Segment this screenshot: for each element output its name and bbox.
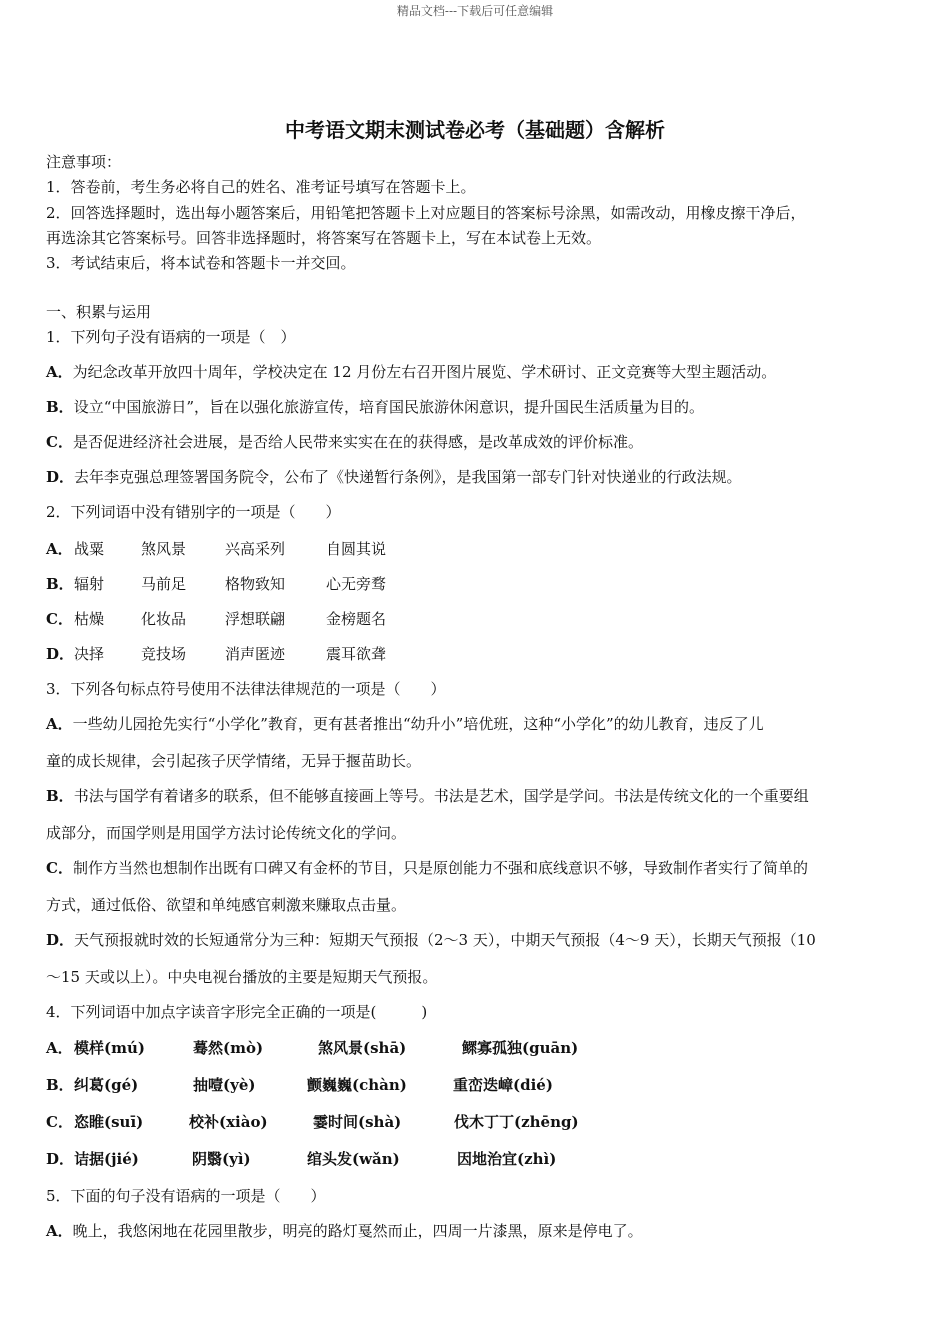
q2-word: 决择 — [74, 645, 105, 663]
q2-word: 金榜题名 — [326, 610, 387, 628]
notice-item: 再选涂其它答案标号。回答非选择题时，将答案写在答题卡上，写在本试卷上无效。 — [46, 229, 602, 247]
q2-word: 竞技场 — [141, 645, 187, 663]
q4-word: 绾头发(wǎn) — [307, 1150, 400, 1168]
q2-word: 化妆品 — [141, 610, 187, 628]
option-key: D． — [46, 931, 75, 949]
q4-word: 抽噎(yè) — [193, 1076, 256, 1094]
q2-word: 消声匿迹 — [225, 645, 286, 663]
q4-word: 模样(mú) — [74, 1039, 145, 1057]
q3-option-a-cont: 童的成长规律，会引起孩子厌学情绪，无异于揠苗助长。 — [46, 752, 422, 770]
q4-word: 重峦迭嶂(dié) — [453, 1076, 553, 1094]
notice-heading: 注意事项： — [46, 153, 122, 171]
q2-word: 辐射 — [74, 575, 105, 593]
q2-option-key: D． — [46, 645, 75, 663]
notice-item: 3．考试结束后，将本试卷和答题卡一并交回。 — [46, 254, 356, 272]
q2-option-key: B． — [46, 575, 74, 593]
page-title: 中考语文期末测试卷必考（基础题）含解析 — [285, 118, 665, 142]
q3-option-a — [46, 714, 764, 734]
q4-word: 煞风景(shā) — [318, 1039, 407, 1057]
q2-word: 马前足 — [141, 575, 187, 593]
option-text: 晚上，我悠闲地在花园里散步，明亮的路灯戛然而止，四周一片漆黑，原来是停电了。 — [72, 1222, 643, 1240]
option-text: 天气预报就时效的长短通常分为三种：短期天气预报（2～3 天），中期天气预报（4～9 天），长期天气预报（10 — [74, 931, 816, 949]
q4-option-key: A． — [46, 1039, 73, 1057]
q3-option-b — [46, 786, 809, 806]
q5-option-a — [46, 1221, 643, 1241]
page-header: 精品文档---下载后可任意编辑 — [396, 4, 554, 18]
q4-word: 阴翳(yì) — [192, 1150, 251, 1168]
option-key: B． — [46, 787, 74, 805]
option-key: C． — [46, 433, 73, 451]
question-4-stem: 4．下列词语中加点字读音字形完全正确的一项是( ) — [46, 1003, 428, 1021]
question-5-stem: 5．下面的句子没有语病的一项是（ ） — [46, 1187, 326, 1205]
q2-option-key: C． — [46, 610, 73, 628]
q4-word: 纠葛(gé) — [74, 1076, 139, 1094]
q3-option-c — [46, 858, 808, 878]
question-1-stem: 1．下列句子没有语病的一项是（ ） — [46, 328, 296, 346]
q3-option-c-cont: 方式，通过低俗、欲望和单纯感官刺激来赚取点击量。 — [46, 896, 407, 914]
q1-option-b — [46, 397, 704, 417]
option-text: 一些幼儿园抢先实行“小学化”教育，更有甚者推出“幼升小”培优班，这种“小学化”的幼儿教育，违反了儿 — [72, 715, 764, 733]
option-text: 设立“中国旅游日”，旨在以强化旅游宣传，培育国民旅游休闲意识，提升国民生活质量为目的。 — [73, 398, 705, 416]
q2-word: 枯燥 — [74, 610, 105, 628]
q2-option-key: A． — [46, 540, 73, 558]
q2-word: 自圆其说 — [326, 540, 387, 558]
q3-option-b-cont: 成部分，而国学则是用国学方法讨论传统文化的学问。 — [46, 824, 407, 842]
q2-word: 战粟 — [74, 540, 105, 558]
q1-option-c — [46, 432, 643, 452]
q2-word: 兴高采列 — [225, 540, 286, 558]
option-text: 制作方当然也想制作出既有口碑又有金杯的节目，只是原创能力不强和底线意识不够，导致制作者实行了简单的 — [72, 859, 808, 877]
q3-option-d-cont: ～15 天或以上）。中央电视台播放的主要是短期天气预报。 — [46, 968, 438, 986]
q3-option-d — [46, 930, 816, 950]
q4-option-key: C． — [46, 1113, 73, 1131]
notice-item: 1．答卷前，考生务必将自己的姓名、准考证号填写在答题卡上。 — [46, 178, 476, 196]
q4-word: 颤巍巍(chàn) — [307, 1076, 407, 1094]
option-key: D． — [46, 468, 75, 486]
question-3-stem: 3．下列各句标点符号使用不法律法律规范的一项是（ ） — [46, 680, 446, 698]
q4-option-key: B． — [46, 1076, 74, 1094]
option-text: 为纪念改革开放四十周年，学校决定在 12 月份左右召开图片展览、学术研讨、正文竞赛等大型主题活动。 — [72, 363, 777, 381]
option-key: C． — [46, 859, 73, 877]
q2-word: 心无旁骛 — [326, 575, 387, 593]
q2-word: 格物致知 — [225, 575, 286, 593]
section-heading: 一、积累与运用 — [46, 303, 152, 321]
q4-word: 蓦然(mò) — [193, 1039, 264, 1057]
q1-option-a — [46, 362, 776, 382]
q4-word: 伐木丁丁(zhēng) — [454, 1113, 579, 1131]
option-text: 是否促进经济社会进展，是否给人民带来实实在在的获得感，是改革成效的评价标准。 — [72, 433, 643, 451]
q4-word: 因地治宜(zhì) — [457, 1150, 557, 1168]
q2-word: 煞风景 — [141, 540, 187, 558]
q2-word: 浮想联翩 — [225, 610, 286, 628]
q4-word: 霎时间(shà) — [313, 1113, 402, 1131]
option-key: B． — [46, 398, 74, 416]
option-key: A． — [46, 715, 73, 733]
q2-word: 震耳欲聋 — [326, 645, 387, 663]
option-key: A． — [46, 363, 73, 381]
q4-word: 诘据(jié) — [74, 1150, 139, 1168]
notice-item: 2．回答选择题时，选出每小题答案后，用铅笔把答题卡上对应题目的答案标号涂黑，如需改动，用橡皮擦干净后， — [46, 204, 806, 222]
question-2-stem: 2．下列词语中没有错别字的一项是（ ） — [46, 503, 341, 521]
q1-option-d — [46, 467, 742, 487]
q4-option-key: D． — [46, 1150, 75, 1168]
option-text: 书法与国学有着诸多的联系，但不能够直接画上等号。书法是艺术，国学是学问。书法是传统文化的一个重要组 — [73, 787, 809, 805]
option-key: A． — [46, 1222, 73, 1240]
option-text: 去年李克强总理签署国务院令，公布了《快递暂行条例》，是我国第一部专门针对快递业的行政法规。 — [74, 468, 742, 486]
q4-word: 恣睢(suī) — [74, 1113, 144, 1131]
q4-word: 鳏寡孤独(guān) — [462, 1039, 579, 1057]
q4-word: 校补(xiào) — [189, 1113, 268, 1131]
